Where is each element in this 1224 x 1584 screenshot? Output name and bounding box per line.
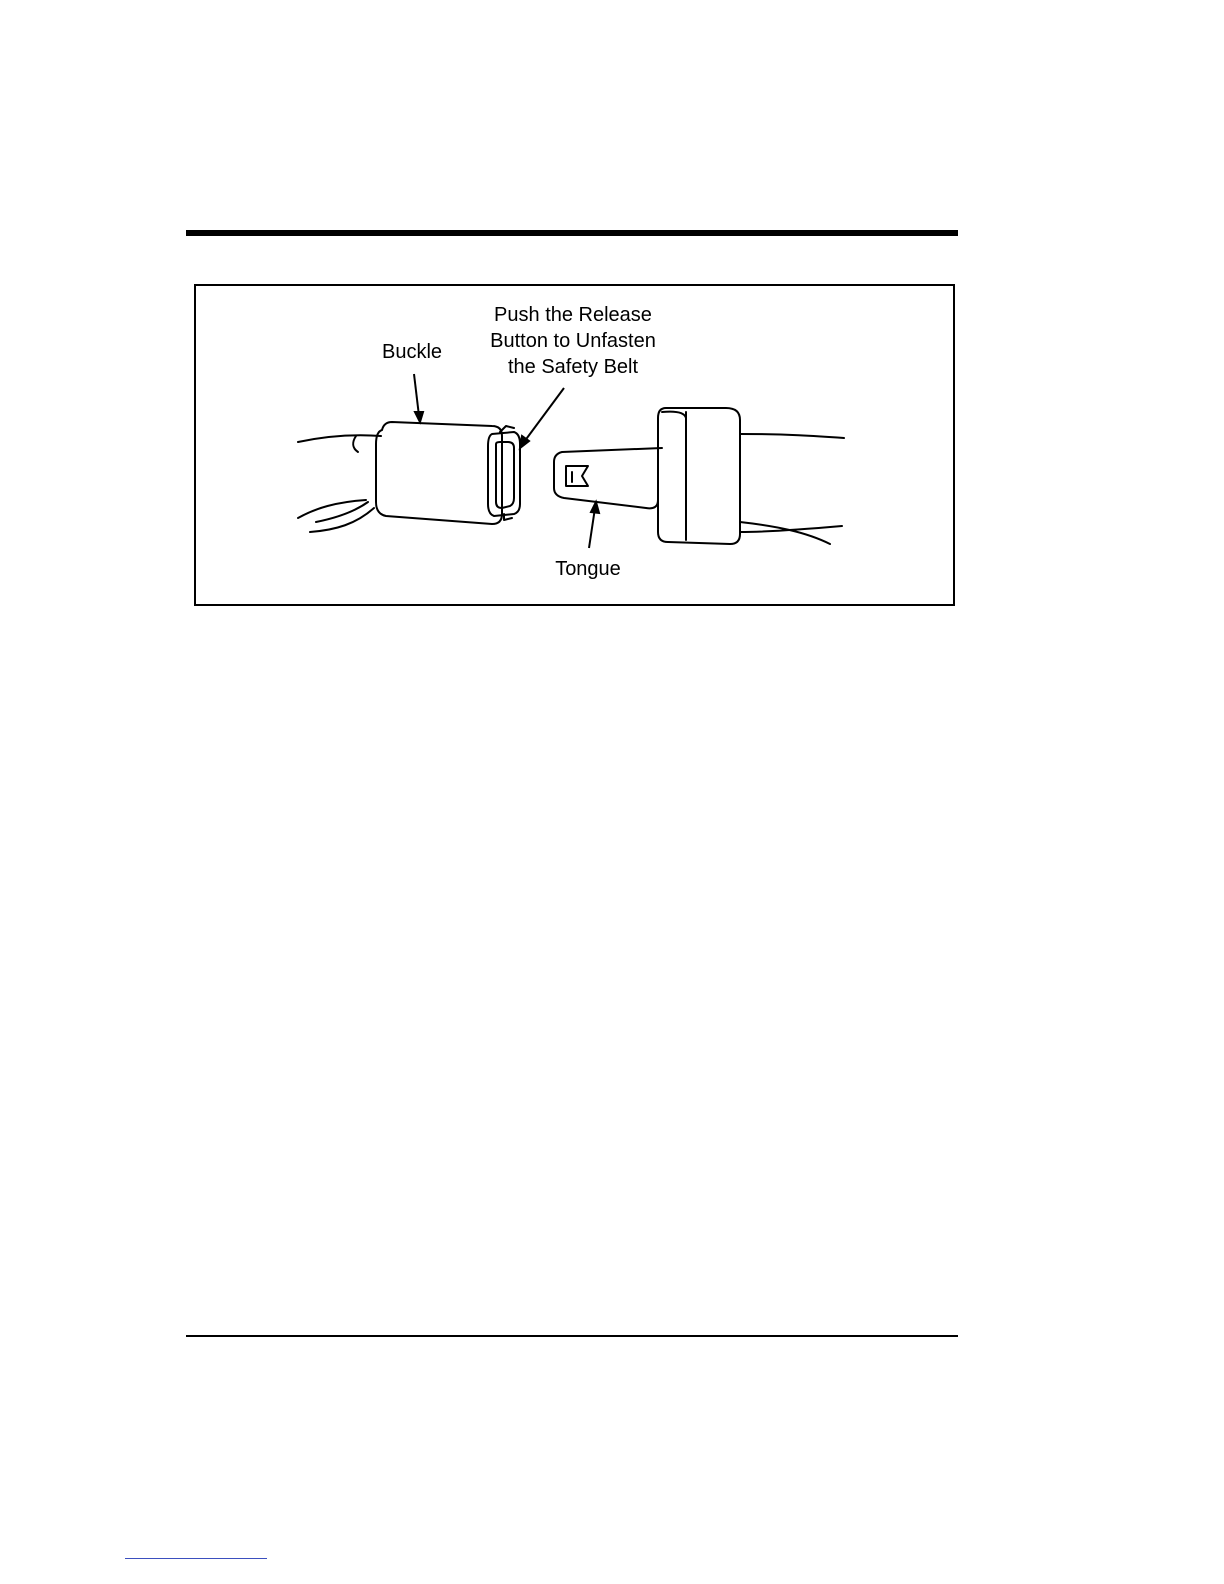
belt-edge	[353, 436, 358, 452]
buckle-body	[376, 422, 502, 524]
latch-housing	[658, 408, 740, 544]
tongue-arrowhead	[591, 502, 599, 513]
release-button-label	[461, 302, 685, 380]
tongue-slot	[566, 466, 588, 486]
buckle-label: Buckle	[381, 341, 443, 363]
footer-rule	[186, 1335, 958, 1337]
tongue-label: Tongue	[555, 558, 621, 580]
release-label-line-1: Push the Release	[494, 304, 652, 326]
release-label-line-3: the Safety Belt	[507, 356, 639, 378]
seatbelt-figure	[194, 284, 955, 606]
left-belt-upper	[298, 435, 381, 442]
tongue-plate	[554, 448, 662, 508]
buckle-arrowhead	[415, 412, 423, 422]
release-leader	[524, 388, 564, 442]
right-belt-lower	[740, 522, 830, 544]
header-rule	[186, 230, 958, 236]
footer-link-underline[interactable]	[125, 1558, 267, 1559]
hand-fold	[310, 508, 374, 532]
release-label-line-2: Button to Unfasten	[490, 330, 656, 352]
tongue-leader	[589, 508, 595, 548]
right-belt-upper	[740, 434, 844, 438]
buckle-leader	[414, 374, 419, 416]
release-button	[488, 432, 520, 516]
